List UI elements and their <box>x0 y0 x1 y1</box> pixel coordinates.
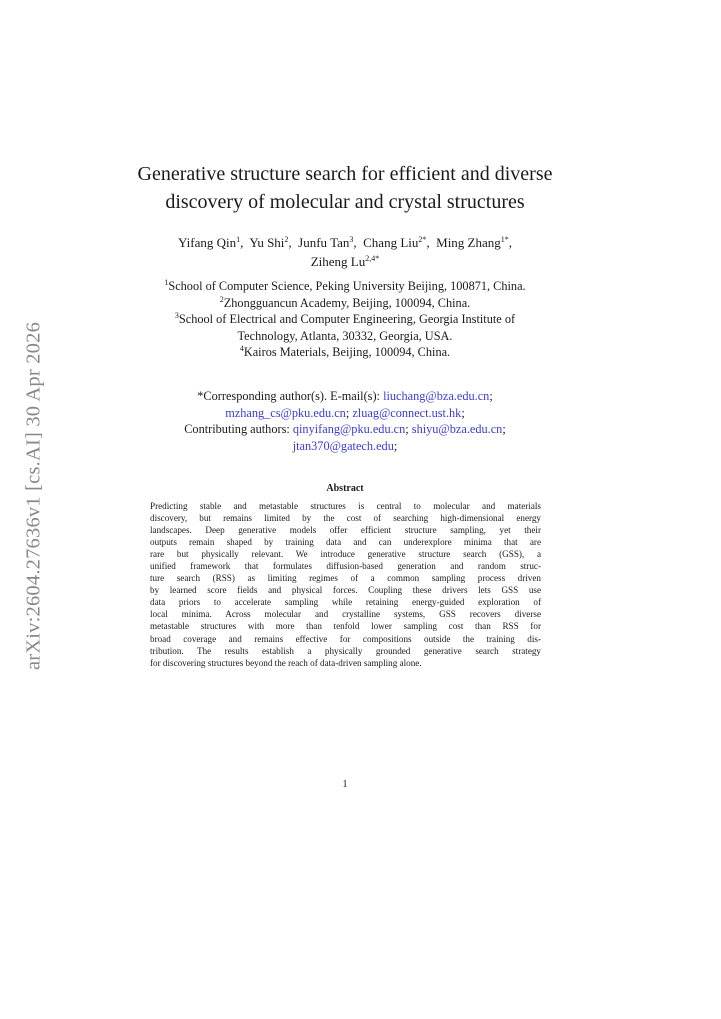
email-link[interactable]: zluag@connect.ust.hk <box>352 405 462 420</box>
affiliation-4: $^4$Kairos Materials, Beijing, 100094, China. <box>239 344 451 359</box>
author: Ziheng $Lu^{2,4*}$ <box>310 254 380 269</box>
abstract-line: ture search (RSS) as limiting regimes of a common sampling process driven <box>150 573 541 584</box>
corresponding-label: *Corresponding author(s). E-mail(s): <box>197 389 380 403</box>
abstract-line: outputs remain shaped by training data and can underexplore minima that are <box>150 537 541 548</box>
affiliation-3-cont: Technology, Atlanta, 30332, Georgia, USA. <box>237 328 453 343</box>
abstract-line: for discovering structures beyond the reach of data-driven sampling alone. <box>150 657 422 668</box>
abstract-line: landscapes. Deep generative models offer efficient structure sampling, yet their <box>150 525 541 536</box>
abstract-body <box>150 500 541 669</box>
abstract-line: local minima. Across molecular and crystalline systems, GSS recovers diverse <box>150 609 541 620</box>
author: Yu Shi$^2$ <box>249 235 289 250</box>
paper-title <box>110 160 580 216</box>
author: Ming Zhang$^{1*}$ <box>436 235 509 250</box>
arxiv-identifier: arXiv:2604.27636v1 [cs.AI] 30 Apr 2026 <box>22 321 45 671</box>
affiliation-3: $^3$School of Electrical and Computer Engineering, Georgia Institute of <box>174 311 516 326</box>
abstract-line: Predicting stable and metastable structures is central to molecular and materials <box>150 501 541 511</box>
email-link[interactable]: shiyu@bza.edu.cn <box>411 422 503 436</box>
affiliations <box>110 278 580 361</box>
author: Junfu Tan$^3$ <box>298 235 354 250</box>
abstract-line: data priors to accelerate sampling while retaining energy-guided exploration of <box>150 597 541 608</box>
abstract-line: tribution. The results establish a physically grounded generative search strategy <box>150 645 541 656</box>
abstract-line: discovery, but remains limited by the cost of searching high-dimensional energy <box>150 513 541 524</box>
title-line-2: discovery of molecular and crystal structures <box>165 191 525 213</box>
title-line-1: Generative structure search for efficient and diverse <box>137 163 553 185</box>
email-link[interactable]: jtan370@gatech.edu <box>292 438 394 453</box>
email-link[interactable]: qinyifang@pku.edu.cn <box>292 422 406 436</box>
corresponding-line-1: *Corresponding author(s). E-mail(s): liuchang@bza.edu.cn; <box>197 389 493 403</box>
abstract-line: rare but physically relevant. We introduce generative structure search (GSS), a <box>150 549 541 560</box>
author-list <box>110 233 580 271</box>
contributing-line-1: Contributing authors: qinyifang@pku.edu.cn; shiyu@bza.edu.cn; <box>184 422 506 436</box>
author-line-2 <box>110 252 580 271</box>
contributing-line-2: jtan370@gatech.edu; <box>292 438 398 453</box>
abstract-line: unified framework that formulates diffusion-based generation and random struc- <box>150 561 541 572</box>
abstract-line: metastable structures with more than tenfold lower sampling cost than RSS for <box>150 621 541 632</box>
author: Chang Liu$^{2*}$ <box>363 235 427 250</box>
abstract-line: by learned score fields and physical forces. Coupling these drivers lets GSS use <box>150 585 541 596</box>
correspondence-block <box>110 388 580 454</box>
affiliation-1: $^1$School of Computer Science, Peking University Beijing, 100871, China. <box>164 278 526 293</box>
author-line-1: Yifang Qin$^1$, Yu Shi$^2$, Junfu Tan$^3$, Chang Liu$^{2*}$, Ming Zhang$^{1*}$, <box>177 235 513 250</box>
contributing-label: Contributing authors: <box>184 422 290 436</box>
abstract-heading: Abstract <box>326 483 364 494</box>
arxiv-sidebar <box>14 300 54 692</box>
affiliation-2: $^2$Zhongguancun Academy, Beijing, 100094, China. <box>219 294 471 310</box>
corresponding-line-2: mzhang_cs@pku.edu.cn; zluag@connect.ust.hk; <box>225 405 465 420</box>
email-link[interactable]: liuchang@bza.edu.cn <box>383 389 490 403</box>
abstract-line: broad coverage and remains effective for compositions outside the training dis- <box>150 633 541 644</box>
page-number: 1 <box>342 779 348 790</box>
author: Yifang Qin$^1$ <box>177 235 241 250</box>
email-link[interactable]: mzhang_cs@pku.edu.cn <box>225 405 346 420</box>
